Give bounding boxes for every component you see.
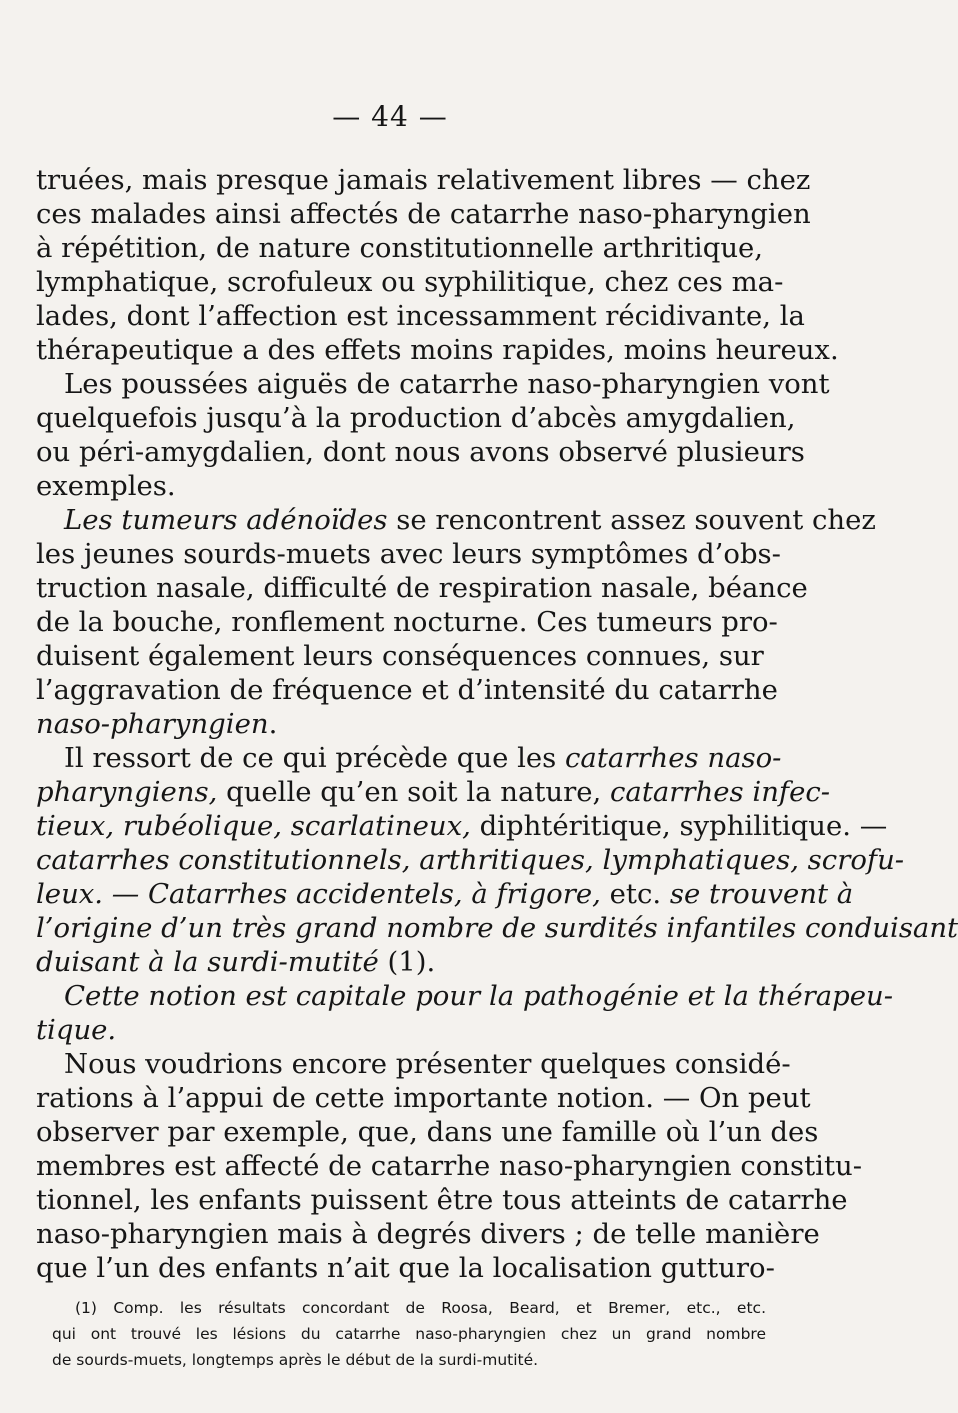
italic-text: catarrhes naso- [565, 742, 782, 774]
italic-text: catarrhes constitutionnels, arthritiques, lymphatiques, scrofu- [36, 844, 905, 876]
text-run: . [268, 708, 278, 740]
italic-text: pharyngiens, [36, 776, 218, 808]
italic-text: Les tumeurs adénoïdes [64, 504, 388, 536]
text-run: lades, dont l’affection est incessamment récidivante, la [36, 300, 805, 332]
text-run: membres est affecté de catarrhe naso-pharyngien constitu- [36, 1150, 863, 1182]
text-run: observer par exemple, que, dans une famille où l’un des [36, 1116, 819, 1148]
text-run: ces malades ainsi affectés de catarrhe naso-pharyngien [36, 198, 811, 230]
text-run: se rencontrent assez souvent chez [387, 504, 876, 536]
text-run: diphtéritique, syphilitique. — [470, 810, 888, 842]
italic-text: Cette notion est capitale pour la pathogénie et la thérapeu- [64, 980, 894, 1012]
text-run: Il ressort de ce qui précède que les [64, 742, 566, 774]
text-run: quelle qu’en soit la nature, [217, 776, 611, 808]
text-run: Nous voudrions encore présenter quelques considé- [64, 1048, 791, 1080]
text-run: l’aggravation de fréquence et d’intensité du catarrhe [36, 674, 778, 706]
italic-text: naso-pharyngien [36, 708, 269, 740]
body-line [36, 1248, 775, 1288]
text-run: truction nasale, difficulté de respiration nasale, béance [36, 572, 808, 604]
text-run: de la bouche, ronflement nocturne. Ces tumeurs pro- [36, 606, 778, 638]
text-run: que l’un des enfants n’ait que la localisation gutturo- [36, 1252, 775, 1284]
text-run: Les poussées aiguës de catarrhe naso-pharyngien vont [64, 368, 830, 400]
text-run: à répétition, de nature constitutionnelle arthritique, [36, 232, 764, 264]
footnote-line: de sourds-muets, longtemps après le début de la surdi-mutité. [52, 1351, 539, 1369]
italic-text: leux. — Catarrhes accidentels, à frigore, [36, 878, 601, 910]
footnote-line: (1) Comp. les résultats concordant de Roosa, Beard, et Bremer, etc., etc. [75, 1299, 766, 1317]
italic-text: se trouvent à [669, 878, 854, 910]
text-run: thérapeutique a des effets moins rapides, moins heureux. [36, 334, 839, 366]
text-run: (1). [378, 946, 436, 978]
page-number: — 44 — [332, 100, 448, 133]
text-run: les jeunes sourds-muets avec leurs symptômes d’obs- [36, 538, 781, 570]
italic-text: catarrhes infec- [610, 776, 831, 808]
text-run: exemples. [36, 470, 176, 502]
footnote-line: qui ont trouvé les lésions du catarrhe naso-pharyngien chez un grand nombre [52, 1325, 766, 1343]
italic-text: duisant à la surdi-mutité [36, 946, 379, 978]
text-run: ou péri-amygdalien, dont nous avons observé plusieurs [36, 436, 805, 468]
italic-text: l’origine d’un très grand nombre de surdités infantiles conduisant [36, 912, 958, 944]
italic-text: tieux, rubéolique, scarlatineux, [36, 810, 471, 842]
text-run: tionnel, les enfants puissent être tous atteints de catarrhe [36, 1184, 848, 1216]
text-run: etc. [600, 878, 670, 910]
italic-text: tique. [36, 1014, 117, 1046]
text-run: lymphatique, scrofuleux ou syphilitique, chez ces ma- [36, 266, 784, 298]
text-run: naso-pharyngien mais à degrés divers ; de telle manière [36, 1218, 820, 1250]
text-run: truées, mais presque jamais relativement libres — chez [36, 164, 811, 196]
text-run: quelquefois jusqu’à la production d’abcès amygdalien, [36, 402, 796, 434]
text-run: rations à l’appui de cette importante notion. — On peut [36, 1082, 811, 1114]
text-run: duisent également leurs conséquences connues, sur [36, 640, 764, 672]
